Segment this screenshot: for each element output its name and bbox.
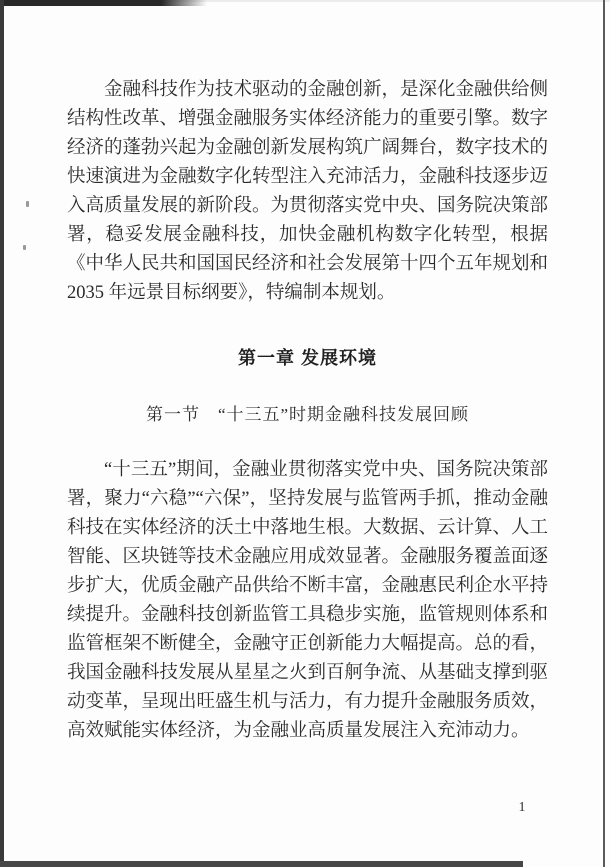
body-paragraph-intro: 金融科技作为技术驱动的金融创新，是深化金融供给侧结构性改革、增强金融服务实体经济能力的重要引擎。数字经济的蓬勃兴起为金融创新发展构筑广阔舞台，数字技术的快速演进为金融数字化转型注入充沛活力，金融科技逐步迈入高质量发展的新阶段。为贯彻落实党中央、国务院决策部署，稳妥发展金融科技，加快金融机构数字化转型，根据《中华人民共和国国民经济和社会发展第十四个五年规划和2035 年远景目标纲要》，特编制本规划。 — [67, 80, 549, 303]
scan-speck — [26, 201, 29, 207]
scan-top-edge-bar — [0, 0, 207, 6]
scan-speck — [23, 245, 26, 250]
scan-right-page-edge-line — [603, 0, 605, 867]
section-heading: 第一节 “十三五”时期金融科技发展回顾 — [145, 405, 470, 424]
body-paragraph-review: “十三五”期间，金融业贯彻落实党中央、国务院决策部署，聚力“六稳”“六保”，坚持发展与监管两手抓，推动金融科技在实体经济的沃土中落地生根。大数据、云计算、人工智能、区块链等技术金融应用成效显著。金融服务覆盖面逐步扩大，优质金融产品供给不断丰富，金融惠民利企水平持续提升。金融科技创新监管工具稳步实施，监管规则体系和监管框架不断健全，金融守正创新能力大幅提高。总的看，我国金融科技发展从星星之火到百舸争流、从基础支撑到驱动变革，呈现出旺盛生机与活力，有力提升金融服务质效，高效赋能实体经济，为金融业高质量发展注入充沛动力。 — [67, 460, 549, 741]
page-number: 1 — [518, 800, 526, 815]
scan-bottom-edge-bar — [0, 861, 523, 867]
chapter-heading: 第一章 发展环境 — [237, 348, 377, 368]
scan-left-edge-bar — [0, 0, 4, 867]
